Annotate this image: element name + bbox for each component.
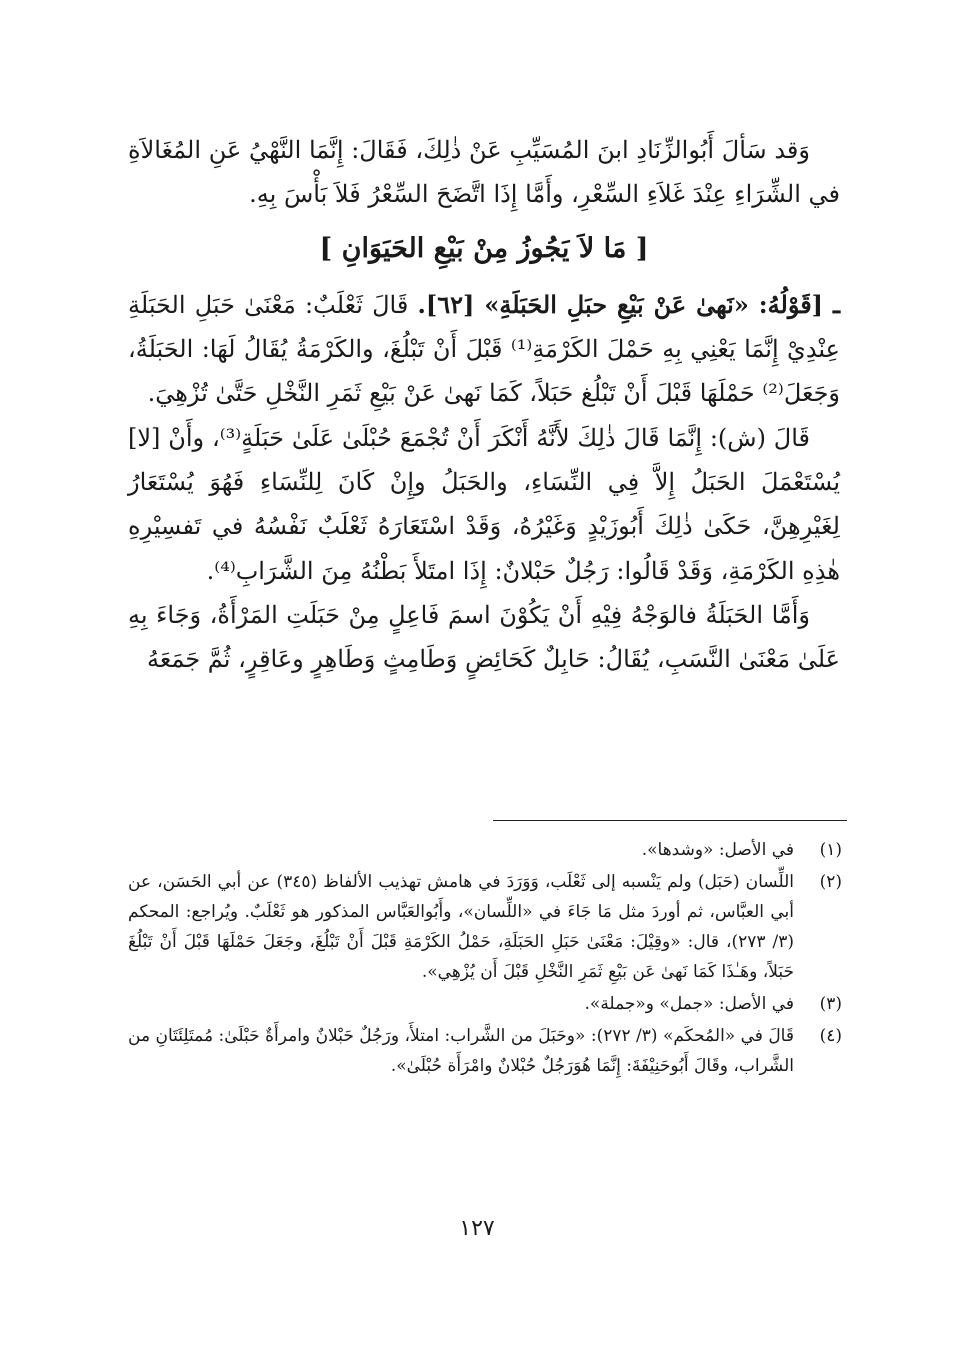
footnote-number: (٢) — [819, 872, 842, 892]
paragraph-4: وَأَمَّا الحَبَلَةُ فالوَجْهُ فِيْهِ أَنْ يَكُوْنَ اسمَ فَاعِلٍ مِنْ حَبَلَتِ المَرْأَةُ، وَجَاءَ بِهِ عَلَىٰ مَعْنَىٰ النَّسَبِ، يُقَالُ: حَابِلٌ كَحَائِضٍ وَطَامِثٍ وَطَاهِرٍ وعَاقِرٍ، ثُمَّ جَمَعَهُ — [128, 600, 840, 674]
main-text — [128, 128, 840, 682]
footnote-text: في الأصل: «جمل» و«جملة». — [584, 994, 794, 1014]
paragraph-2-commentary: قَالَ ثَعْلَبٌ: مَعْنَىٰ حَبَلِ الحَبَلَةِ عِنْدِيْ إِنَّمَا يَعْنِي بِهِ حَمْلَ الكَرْمَةِ⁽¹⁾ قَبْلَ أَنْ تَبْلُغَ، والكَرْمَةُ يُقَالُ لَهَا: الحَبَلَةُ، وَجَعَلَ⁽²⁾ حَمْلَهَا قَبْلَ أَنْ تَبْلُغ حَبَلاً، كَمَا نَهىٰ عَنْ بَيْعِ ثَمَرِ النَّخْلِ حَتَّىٰ تُزْهِيَ. — [128, 290, 840, 408]
footnote-number: (٤) — [819, 1026, 842, 1046]
footnotes — [128, 835, 842, 1083]
footnote-number: (٣) — [819, 994, 842, 1014]
footnote-text: في الأصل: «وشدها». — [641, 840, 794, 860]
footnote-separator — [493, 820, 847, 821]
footnote-text: اللِّسان (حَبَل) ولم يَنْسبه إلى ثَعْلَب، وَوَرَدَ في هامش تهذيب الألفاظ (٣٤٥) عن أبي الحَسَن، عن أبي العبَّاس، ثم أوردَ مثل مَا جَاءَ في «اللِّسان»، وأَبُوالعَبَّاس المذكور هو ثَعْلَبٌ. ويُراجع: المحكم (٣/ ٢٧٣)، قال: «وقِيْلَ: مَعْنَىٰ حَبَلِ الحَبَلَةِ، حَمْلُ الكَرْمَةِ قَبْلَ أَنْ تَبْلُغَ، وجَعَلَ حَمْلَهَا قَبْلَ أَنْ تَبْلُغَ حَبَلاً، وهَـٰذَا كَمَا نَهىٰ عَن بَيْعِ ثَمَرِ النَّخْلِ قَبْلَ أَن يُزْهِي». — [128, 872, 795, 982]
footnote-4 — [128, 1021, 842, 1081]
paragraph-3: قَالَ (ش): إِنَّمَا قَالَ ذٰلِكَ لأَنَّهُ أَنْكَرَ أَنْ تُجْمَعَ حُبْلَىٰ عَلَىٰ حَبَلَةٍ⁽³⁾، وأَنْ [لا] يُسْتَعْمَلَ الحَبَلُ إِلاَّ فِي النِّسَاءِ، والحَبَلُ وإِنْ كَانَ لِلنِّسَاءِ فَهُوَ يُسْتَعَارُ لِغَيْرِهِنَّ، حَكَىٰ ذٰلِكَ أَبُوزَيْدٍ وَغَيْرُهُ، وَقَدْ اسْتَعَارَهُ ثَعْلَبٌ نَفْسُهُ في تَفسِيْرِهِ هٰذِهِ الكَرْمَةِ، وَقَدْ قَالُوا: رَجُلٌ حَبْلانٌ: إِذَا امتَلأَ بَطْنُهُ مِنَ الشَّرَابِ⁽⁴⁾. — [128, 423, 840, 585]
paragraph-1: وَقد سَألَ أَبُوالزِّنَادِ ابنَ المُسَيِّبِ عَنْ ذٰلِكَ، فَقَالَ: إِنَّمَا النَّهْيُ عَنِ المُغَالاَةِ في الشِّرَاءِ عِنْدَ غَلاَءِ السِّعْرِ، وأَمَّا إِذَا اتَّضَحَ السِّعْرُ فَلاَ بَأْسَ بِهِ. — [128, 136, 840, 209]
footnote-1 — [128, 835, 842, 865]
footnote-number: (١) — [819, 840, 842, 860]
footnote-3 — [128, 989, 842, 1019]
quoted-hadith: ـ [قَوْلُهُ: «نَهىٰ عَنْ بَيْعِ حبَلِ الحَبَلَةِ» [٦٢]. — [417, 289, 841, 319]
page-number: ١٢٧ — [459, 1216, 495, 1241]
footnote-text: قَالَ في «المُحكَم» (٣/ ٢٧٢): «وحَبَلَ من الشَّراب: امتلأَ، ورَجُلٌ حَبْلانٌ وامرأَةٌ حَبْلَىٰ: مُمتَلِئَتَانِ من الشَّراب، وقَالَ أَبُوحَنِيْفَةَ: إِنَّمَا هُوَرَجُلٌ حُبْلانٌ وامْرَأَة حُبْلَىٰ». — [128, 1026, 794, 1076]
section-heading: [ مَا لاَ يَجُوزُ مِنْ بَيْعِ الحَيَوَانِ ] — [319, 232, 649, 264]
paragraph-2 — [128, 283, 840, 416]
footnote-2 — [128, 867, 842, 987]
